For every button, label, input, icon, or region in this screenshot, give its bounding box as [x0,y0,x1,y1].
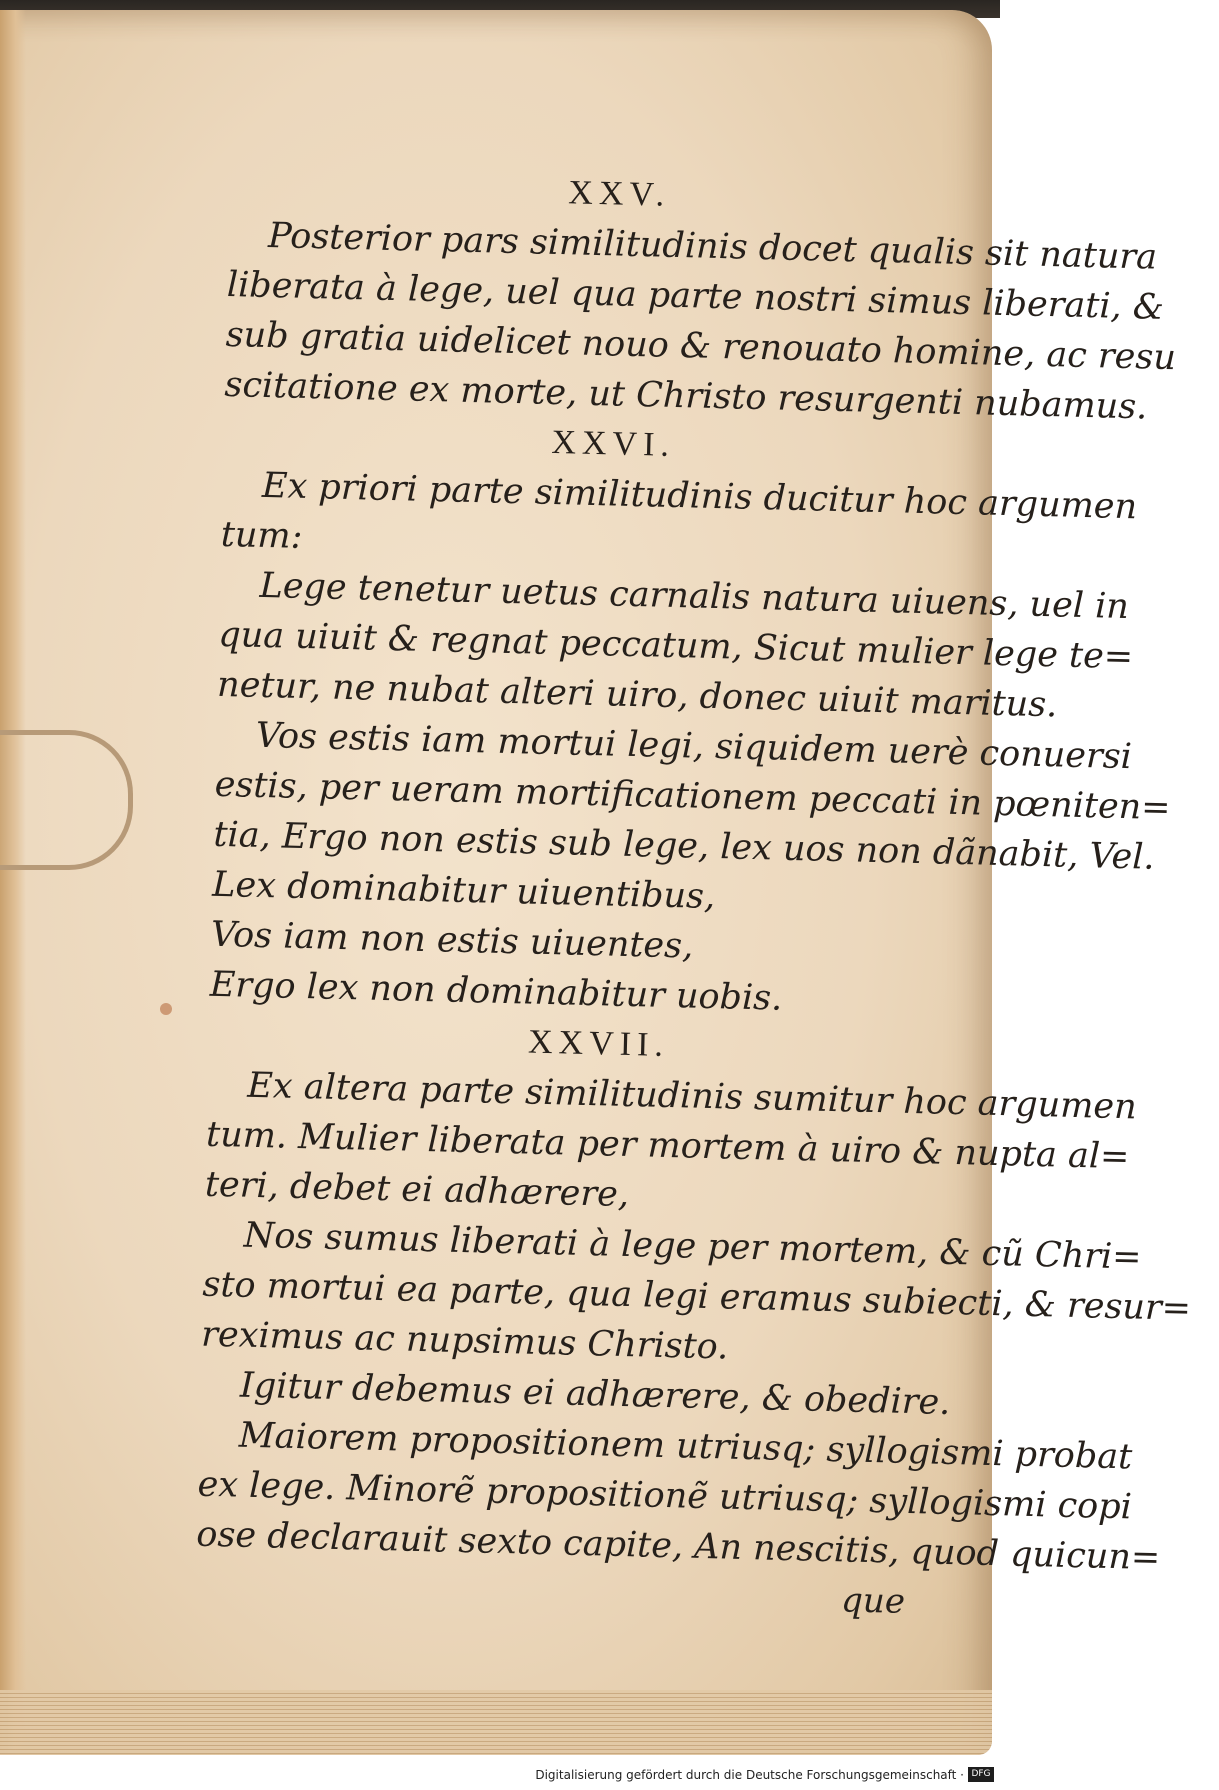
page-stack-edge [0,1690,992,1755]
text-line: ose declarauit sexto capite, An nescitis, quod quicun= [195,1514,1161,1579]
text-line: Lex dominabitur uiuentibus, [211,864,716,918]
page-text [195,160,1192,1627]
text-line: teri, debet ei adhærere, [204,1164,630,1216]
text-line: netur, ne nubat alteri uiro, donec uiuit maritus. [216,664,1058,726]
section-heading: XXV. [567,174,671,214]
text-line: Nos sumus liberati à lege per mortem, & cũ Chri= [243,1215,1142,1278]
text-line: tum. Mulier liberata per mortem à uiro & nupta al= [205,1114,1130,1178]
footer-bar [0,1760,1000,1790]
text-line: ex lege. Minorẽ propositionẽ utriusq; syllogismi copi [197,1464,1133,1528]
dfg-logo: DFG [968,1767,994,1782]
bookmark-clip [0,730,133,870]
catchword: que [840,1580,906,1622]
text-line: scitatione ex morte, ut Christo resurgenti nubamus. [224,364,1148,428]
ink-stain [160,1003,172,1015]
section-heading: XXVII. [527,1023,670,1064]
text-line: Maiorem propositionem utriusq; syllogismi probat [238,1415,1133,1478]
text-line: estis, per ueram mortificationem peccati in pœniten= [214,764,1172,829]
text-line: Ergo lex non dominabitur uobis. [209,964,783,1019]
text-line: Posterior pars similitudinis docet qualis sit natura [267,215,1158,278]
text-line: tia, Ergo non estis sub lege, lex uos non dãnabit, Vel. [213,814,1156,878]
text-line: Igitur debemus ei adhærere, & obedire. [239,1365,951,1423]
text-line: sto mortui ea parte, qua legi eramus subiecti, & resur= [202,1264,1192,1329]
section-heading: XXVI. [550,423,676,464]
text-line: qua uiuit & regnat peccatum, Sicut mulier lege te= [217,614,1134,678]
page-gutter [0,10,26,1750]
footer-credit: Digitalisierung gefördert durch die Deutsche Forschungsgemeinschaft · [535,1768,964,1782]
text-line: liberata à lege, uel qua parte nostri simus liberati, & [226,264,1165,328]
text-line: Ex priori parte similitudinis ducitur hoc argumen [261,465,1138,528]
text-line: reximus ac nupsimus Christo. [200,1314,729,1368]
text-line: Ex altera parte similitudinis sumitur hoc argumen [246,1065,1138,1128]
text-line: sub gratia uidelicet nouo & renouato homine, ac resu [225,314,1177,379]
text-line: Lege tenetur uetus carnalis natura uiuens, uel in [259,565,1130,628]
text-line: Vos estis iam mortui legi, siquidem uerè conuersi [255,715,1133,778]
text-line: tum: [220,514,303,557]
text-line: Vos iam non estis uiuentes, [210,914,694,967]
